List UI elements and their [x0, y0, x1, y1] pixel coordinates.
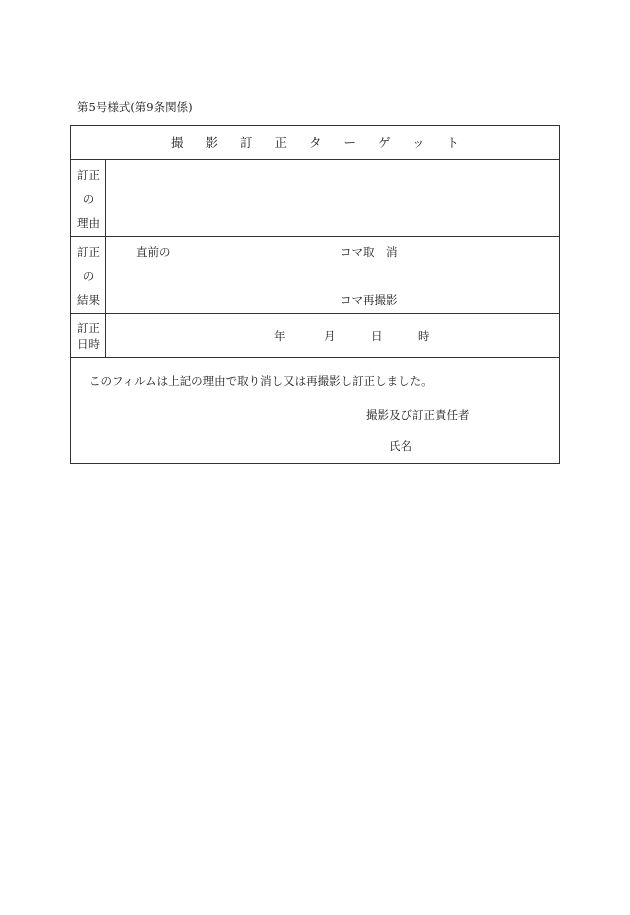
reason-label-cell — [71, 160, 106, 236]
result-reshoot: コマ再撮影 — [340, 293, 398, 307]
result-cancel: コマ取 消 — [340, 245, 398, 259]
reason-label-line-1: 訂正 — [77, 168, 100, 182]
title-row — [71, 126, 559, 160]
datetime-year: 年 — [274, 329, 286, 343]
datetime-label-line-2: 日時 — [77, 337, 100, 351]
certification-row — [71, 358, 559, 463]
correction-target-form — [70, 125, 560, 464]
name-label: 氏名 — [389, 439, 412, 453]
result-prefix: 直前の — [136, 245, 171, 259]
reason-label-line-2: の — [82, 192, 95, 206]
result-label-line-3: 結果 — [77, 293, 100, 307]
datetime-month: 月 — [324, 329, 336, 343]
result-row — [71, 237, 559, 314]
reason-label-line-3: 理由 — [77, 216, 100, 230]
datetime-hour: 時 — [418, 329, 430, 343]
responsible-person-label: 撮影及び訂正責任者 — [366, 408, 470, 422]
datetime-label-cell — [71, 314, 106, 357]
result-label-line-2: の — [82, 269, 95, 283]
certification-statement: このフィルムは上記の理由で取り消し又は再撮影し訂正しました。 — [89, 374, 433, 388]
datetime-label-line-1: 訂正 — [77, 321, 100, 335]
form-number-label: 第5号様式(第9条関係) — [77, 100, 193, 114]
reason-row — [71, 160, 559, 237]
result-label-cell — [71, 237, 106, 313]
result-label-line-1: 訂正 — [77, 245, 100, 259]
datetime-row — [71, 314, 559, 358]
datetime-day: 日 — [371, 329, 383, 343]
form-title: 撮影訂正ターゲット — [170, 135, 481, 150]
